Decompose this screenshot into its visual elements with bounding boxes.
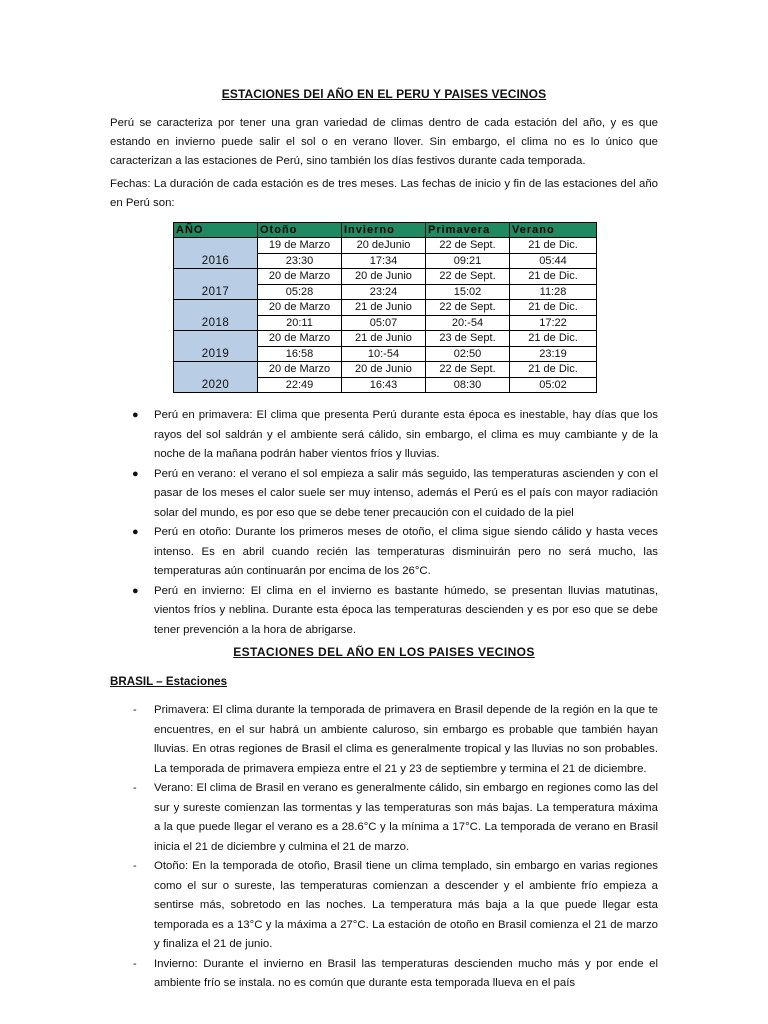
date-cell: 20 de Marzo [258, 300, 342, 316]
peru-bullet-list [110, 406, 658, 640]
date-cell: 20 deJunio [342, 238, 426, 254]
table-row [174, 362, 597, 378]
fechas-paragraph: Fechas: La duración de cada estación es de tres meses. Las fechas de inicio y fin de las estaciones del año en Perú son: [110, 178, 658, 209]
date-cell: 21 de Dic. [510, 300, 597, 316]
bullet-text: Perú en verano: el verano el sol empieza a salir más seguido, las temperaturas ascienden y con el pasar de los meses el calor suele ser muy intenso, además el Perú es el país con mayor radiación solar del mundo, es por eso que se debe tener precaución con el cuidado de la piel [154, 467, 658, 519]
time-cell: 08:30 [426, 377, 510, 393]
time-cell: 10:-54 [342, 346, 426, 362]
date-cell: 20 de Junio [342, 362, 426, 378]
time-cell: 09:21 [426, 253, 510, 269]
time-cell: 05:28 [258, 284, 342, 300]
date-cell: 21 de Dic. [510, 269, 597, 285]
table-row [174, 331, 597, 347]
date-cell: 21 de Dic. [510, 238, 597, 254]
header-year: AÑO [174, 223, 258, 238]
time-cell: 23:24 [342, 284, 426, 300]
dash-icon: - [133, 782, 137, 794]
year-cell: 2017 [174, 269, 258, 300]
intro-paragraph: Perú se caracteriza por tener una gran variedad de climas dentro de cada estación del año, y es que estando en invierno puede salir el sol o en verano llover. Sin embargo, el clima no es lo único que caracterizan a las estaciones de Perú, sino también los días festivos durante cada temporada. [110, 117, 658, 167]
document-title: ESTACIONES DEl AÑO EN EL PERU Y PAISES VECINOS [221, 87, 547, 101]
time-cell: 23:19 [510, 346, 597, 362]
dash-icon: - [133, 957, 137, 970]
bullet-text: Perú en invierno: El clima en el invierno es bastante húmedo, se presentan lluvias matutinas, vientos fríos y neblina. Durante esta época las temperaturas descienden y es por eso que se debe tener prevención a la hora de abrigarse. [154, 584, 658, 636]
year-cell: 2019 [174, 331, 258, 362]
time-cell: 05:44 [510, 253, 597, 269]
list-item [110, 406, 658, 465]
time-cell: 20:-54 [426, 315, 510, 331]
date-cell: 22 de Sept. [426, 362, 510, 378]
list-item [110, 582, 658, 641]
date-cell: 19 de Marzo [258, 238, 342, 254]
date-cell: 22 de Sept. [426, 300, 510, 316]
section-title-vecinos: ESTACIONES DEL AÑO EN LOS PAISES VECINOS [233, 645, 535, 659]
table-row [174, 269, 597, 285]
table-header-row [174, 223, 597, 238]
bullet-icon: ● [132, 409, 139, 421]
year-cell: 2020 [174, 362, 258, 393]
date-cell: 22 de Sept. [426, 269, 510, 285]
time-cell: 05:07 [342, 315, 426, 331]
list-item [110, 857, 658, 955]
date-cell: 21 de Dic. [510, 362, 597, 378]
date-cell: 21 de Junio [342, 300, 426, 316]
list-item [110, 465, 658, 524]
item-text: Primavera: El clima durante la temporada de primavera en Brasil depende de la región en la que te encuentres, en el sur habrá un ambiente caluroso, sin embargo es probable que también hayan lluvias. En otras regiones de Brasil el clima es generalmente tropical y las lluvias no son probables. La temporada de primavera empieza entre el 21 y 23 de septiembre y termina el 21 de diciembre. [154, 704, 658, 775]
time-cell: 11:28 [510, 284, 597, 300]
brasil-heading: BRASIL – Estaciones [110, 675, 228, 688]
seasons-table [173, 222, 597, 393]
table-row [174, 238, 597, 254]
bullet-icon: ● [132, 467, 139, 480]
dash-icon: - [133, 860, 137, 872]
date-cell: 20 de Marzo [258, 269, 342, 285]
year-cell: 2016 [174, 238, 258, 269]
time-cell: 20:11 [258, 315, 342, 331]
list-item [110, 955, 658, 994]
item-text: Invierno: Durante el invierno en Brasil las temperaturas descienden mucho más y por ende el ambiente frío se instala. no es común que durante esta temporada llueva en el país [154, 957, 658, 989]
date-cell: 23 de Sept. [426, 331, 510, 347]
dash-icon: - [133, 704, 137, 716]
time-cell: 05:02 [510, 377, 597, 393]
header-primavera: Primavera [426, 223, 510, 238]
time-cell: 15:02 [426, 284, 510, 300]
header-invierno: Invierno [342, 223, 426, 238]
time-cell: 16:43 [342, 377, 426, 393]
date-cell: 21 de Junio [342, 331, 426, 347]
brasil-list [110, 701, 658, 994]
time-cell: 23:30 [258, 253, 342, 269]
bullet-icon: ● [132, 526, 139, 538]
list-item [110, 779, 658, 857]
date-cell: 20 de Marzo [258, 362, 342, 378]
date-cell: 20 de Marzo [258, 331, 342, 347]
table-row [174, 300, 597, 316]
bullet-text: Perú en otoño: Durante los primeros meses de otoño, el clima sigue siendo cálido y hasta veces intenso. Es en abril cuando recién las temperaturas disminuirán pero no será mucho, las temperaturas aún continuarán por encima de los 26°C. [154, 526, 658, 577]
time-cell: 16:58 [258, 346, 342, 362]
item-text: Verano: El clima de Brasil en verano es generalmente cálido, sin embargo en regiones como las del sur y sureste comienzan las tormentas y las temperaturas son más bajas. La temperatura máxima a la que puede llegar el verano es a 28.6°C y la mínima a 17°C. La temporada de verano en Brasil inicia el 21 de diciembre y culmina el 21 de marzo. [154, 782, 658, 853]
time-cell: 02:50 [426, 346, 510, 362]
date-cell: 22 de Sept. [426, 238, 510, 254]
date-cell: 20 de Junio [342, 269, 426, 285]
time-cell: 17:22 [510, 315, 597, 331]
date-cell: 21 de Dic. [510, 331, 597, 347]
header-verano: Verano [510, 223, 597, 238]
time-cell: 22:49 [258, 377, 342, 393]
list-item [110, 701, 658, 779]
time-cell: 17:34 [342, 253, 426, 269]
bullet-icon: ● [132, 584, 139, 597]
header-otono: Otoño [258, 223, 342, 238]
year-cell: 2018 [174, 300, 258, 331]
bullet-text: Perú en primavera: El clima que presenta Perú durante esta época es inestable, hay días que los rayos del sol saldrán y el ambiente será cálido, sin embargo, el clima es muy cambiante y de la noche de la mañana podrán haber vientos fríos y lluvias. [154, 409, 658, 460]
list-item [110, 523, 658, 582]
item-text: Otoño: En la temporada de otoño, Brasil tiene un clima templado, sin embargo en varias regiones como el sur o sureste, las temperaturas comienzan a descender y el ambiente frío empieza a sentirse más, sobretodo en las noches. La temperatura más baja a la que puede llegar esta temporada es a 13°C y la máxima a 27°C. La estación de otoño en Brasil comienza el 21 de marzo y finaliza el 21 de junio. [154, 860, 658, 950]
